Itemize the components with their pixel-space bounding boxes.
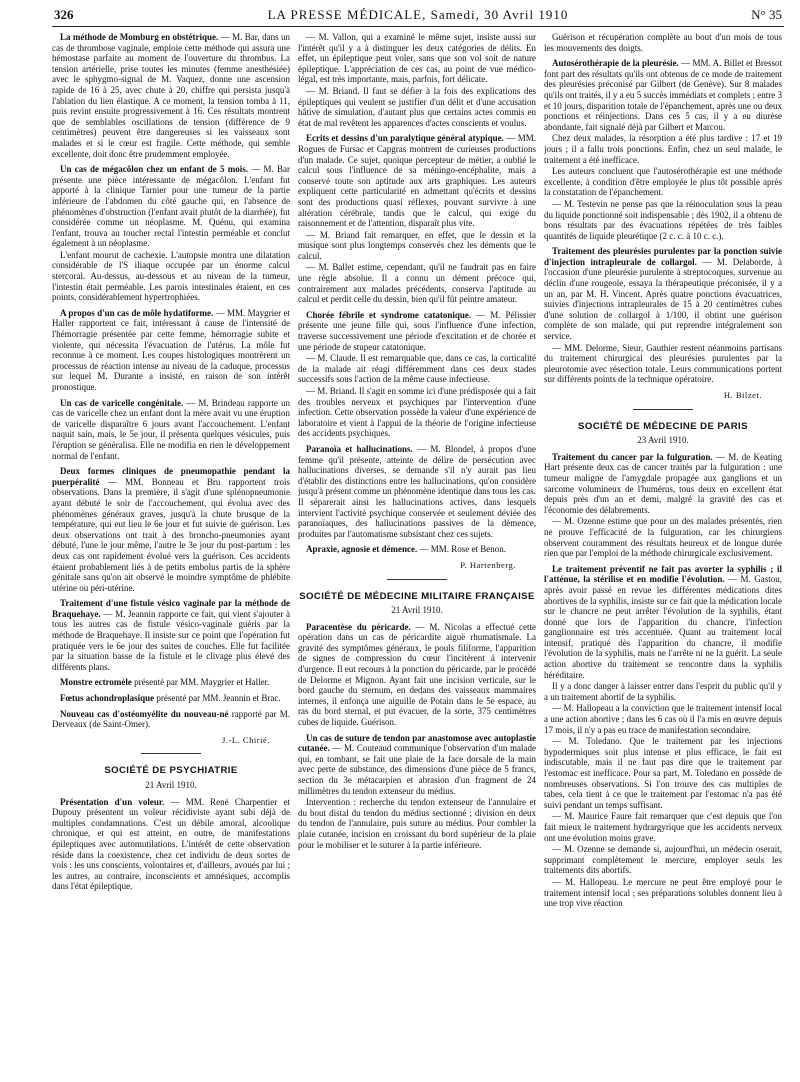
- article: [298, 310, 536, 439]
- article: [52, 308, 290, 393]
- signature: P. Hartenberg.: [460, 559, 516, 570]
- article: [298, 444, 536, 539]
- article-title: Traitement des pleurésies purulentes par la ponction suivie d'injection intrapleurale de collargol.: [544, 246, 782, 267]
- article-paragraph: — M. Toledano. Que le traitement par les injections hypodermiques soit plus intense et plus efficace, le fait est indiscutable, mais il ne faut pas dire que le traitement par l'estomac est inefficace. Pour sa part, M. Toledano en possède de nombreuses observations. Si l'on trouve des cas multiples de tabes, cela tient à ce que le traitement par l'estomac n'a pas été suivi pendant un temps suffisant.: [544, 736, 782, 810]
- divider: [633, 409, 693, 410]
- article-paragraph: — M. Hallopeau. Le mercure ne peut être employé pour le traitement intensif local ; ses préparations solubles donnent lieu à une trop vive réaction: [544, 876, 782, 909]
- article-body: présenté par MM. Jeannin et Brac.: [154, 693, 281, 704]
- article: [52, 598, 290, 672]
- article-body: — M. Jeannin rapporte ce fait, qui vient s'ajouter à tous les autres cas de fistule vésico-vaginale guéris par la méthode de Braquehaye. Il insiste sur ce point que l'opération fut pratiquée vers le 6e jour des suites de couches. Elle fut facilitée par la situation basse de la fistule et le clivage plus élevé des différents plans.: [52, 608, 290, 672]
- article-body: rapporté par M. Derveaux (de Saint-Omer).: [52, 708, 290, 730]
- text-columns: [52, 32, 784, 1072]
- article-paragraph: — M. Vallon, qui a examiné le même sujet, insiste aussi sur l'intérêt qu'il y a à distinguer les deux catégories de délits. En effet, un épileptique peut voler, sans que son vol soit de nature épileptique. L'appréciation de ces cas, au point de vue médico-légal, est très importante, mais, parfois, fort délicate.: [298, 32, 536, 85]
- article-title: Un cas de mégacôlon chez un enfant de 5 mois.: [60, 164, 248, 175]
- session-date: 21 Avril 1910.: [145, 780, 197, 790]
- article-body: — M. Delaborde, à l'occasion d'une pleurésie purulente à streptocoques, survenue au déclin d'une rougeole, essaya la thérapeutique préconisée, il y a un an, par M. H. Vincent. Après quatre ponctions évacuatrices, suivies d'injections intrapleurales de 15 à 20 centimètres cubes d'une solution de collargol à 1/100, il obtint une guérison complète de son malade, qui put reprendre intégralement son service.: [544, 256, 782, 342]
- article: [298, 133, 536, 305]
- issue-number: N° 35: [751, 7, 782, 22]
- article-body: — M. Pélissier présente une jeune fille qui, sous l'influence d'une infection, traverse successivement une période d'excitation et de chorée et une période de stupeur catatonique.: [298, 309, 536, 352]
- society-heading: SOCIÉTÉ DE PSYCHIATRIE: [104, 765, 238, 777]
- article-paragraph: Intervention : recherche du tendon extenseur de l'annulaire et du bout distal du tendon du médius sectionné ; division en deux du tendon de l'annulaire, puis suture au médius. Pour combler la plaie cutanée, incision en croissant du bord supérieur de la plaie pour le mobiliser et le suturer à la partie inférieure.: [298, 797, 536, 850]
- article: [52, 32, 290, 159]
- discussion: [298, 32, 536, 128]
- column-3: [544, 32, 782, 1072]
- article: [298, 733, 536, 851]
- article-paragraph: — M. Ozenne se demande si, aujourd'hui, un médecin oserait, supprimant complètement le mercure, employer seuls les traitements dits abortifs.: [544, 844, 782, 876]
- article-title: Fœtus achondroplasique: [60, 693, 155, 704]
- article-paragraph: — M. Claude. Il est remarquable que, dans ce cas, la corticalité de la malade ait réagi différemment dans ces deux stades successifs sous l'action de la même cause infectieuse.: [298, 353, 536, 385]
- article-body: — M. Brindeau rapporte un cas de varicelle chez un enfant dont la mère avait vu une éruption de varicelle disparaître 6 jours avant l'accouchement. L'enfant naquit sain, mais, le 5e jour, il présenta quelques vésicules, puis l'éruption se généralisa. Elle ne modifia en rien le développement normal de l'enfant.: [52, 397, 290, 461]
- article-paragraph: — M. Hallopeau a la conviction que le traitement intensif local a une action abortive ; dans les 6 cas où il l'a mis en œuvre depuis 17 mois, il n'y a pas eu trace de manifestation secondaire.: [544, 703, 782, 735]
- article-title: Paranoïa et hallucinations.: [306, 443, 413, 454]
- article: [52, 466, 290, 593]
- article-paragraph: Les auteurs concluent que l'autosérothérapie est une méthode excellente, à condition d'être employée le plus tôt possible après la constatation de l'épanchement.: [544, 166, 782, 198]
- article: [52, 693, 290, 704]
- article-title: Ecrits et dessins d'un paralytique général atypique.: [306, 133, 504, 144]
- article-paragraph: — M. Ozenne estime que pour un des malades présentés, rien ne prouve l'efficacité de la fulguration, car les chirurgiens observent couramment des résultats heureux et de longue durée rien que par l'emploi de la méthode chirurgicale exclusivement.: [544, 516, 782, 559]
- article-title: Autosérothérapie de la pleurésie.: [552, 58, 679, 69]
- signature: J.-L. Chirié.: [221, 734, 270, 745]
- article-paragraph: Il y a donc danger à laisser entrer dans l'esprit du public qu'il y a un traitement abortif de la syphilis.: [544, 681, 782, 702]
- article: [544, 452, 782, 559]
- article-title: Le traitement préventif ne fait pas avorter la syphilis ; il l'atténue, la stérilise et en modifie l'évolution.: [544, 563, 782, 585]
- article-body: — MM. Rogues de Fursac et Capgras montrent de curieuses productions d'un malade. Ce sujet, quoique percepteur de métier, a oublié le calcul sous l'influence de sa méningo-encéphalite, mais a conservé toute son aptitude aux arts graphiques. Les auteurs expliquent cette particularité en admettant qu'écrits et dessins sont des productions quasi réflexes, pouvant survivre à une altération cérébrale, tandis que le calcul, qui exige du raisonnement et de l'attention, disparaît plus vite.: [298, 133, 536, 229]
- article-title: Paracentèse du péricarde.: [306, 621, 411, 632]
- article-title: La méthode de Momburg en obstétrique.: [60, 32, 219, 42]
- article-body: — M. Couteaud communique l'observation d'un malade qui, en tombant, se fait une plaie de la face dorsale de la main avec perte de substance, des dimensions d'une pièce de 5 francs, section du 3e métacarpien et abrasion d'un fragment de 24 millimètres du tendon extenseur du médius.: [298, 743, 536, 796]
- society-heading: SOCIÉTÉ DE MÉDECINE DE PARIS: [578, 420, 748, 432]
- article-paragraph: — M. Briand fait remarquer, en effet, que le dessin et la musique sont plus longtemps conservés chez les déments que le calcul.: [298, 229, 536, 261]
- signature: H. Bilzet.: [723, 390, 762, 400]
- article-title: Traitement d'une fistule vésico vaginale par la méthode de Braquehaye.: [52, 598, 290, 619]
- divider: [387, 579, 447, 580]
- article-paragraph: Chez deux malades, la résorption a été plus tardive : 17 et 19 jours ; il a fallu trois ponctions. Enfin, chez un seul malade, le traitement a été inefficace.: [544, 133, 782, 165]
- article-body: — M. Gastou, après avoir passé en revue les différentes médications dites abortives de la syphilis, insiste sur ce fait que la médication locale sur le chancre ne peut arrêter l'évolution de la syphilis, étant donné que lors de l'apparition du chancre, l'infection ganglionnaire est très accentuée. Quant au traitement local intensif, pratiqué dès l'apparition du chancre, il modifie l'évolution de la syphilis, mais ne l'arrête ni ne la guérit. La seule action abortive du traitement se rencontre dans la syphilis héréditaire.: [544, 574, 782, 680]
- article-body: — M. de Keating Hart présente deux cas de cancer traités par la fulguration : une tumeur maligne de l'amygdale propagée aux ganglions et un sarcome volumineux de l'humérus, tous deux en excellent état depuis près d'un an et demi, malgré la gravité des cas et l'économie des délabrements.: [544, 451, 782, 515]
- article: [544, 246, 782, 385]
- article-title: Un cas de varicelle congénitale.: [60, 397, 184, 408]
- article: [52, 709, 290, 730]
- article-title: Chorée fébrile et syndrome catatonique.: [306, 309, 472, 320]
- article-paragraph: L'enfant mourut de cachexie. L'autopsie montra une dilatation considérable de l'S iliaque occupée par un énorme calcul stercoral. Au-dessus, au-dessous et au niveau de la tumeur, l'intestin était perméable. Les parois intestinales étaient, en ces points, considérablement hypertrophiées.: [52, 249, 290, 303]
- session-date: 21 Avril 1910.: [391, 605, 443, 616]
- page-number: 326: [54, 7, 74, 22]
- article-title: Nouveau cas d'ostéomyélite du nouveau-né: [60, 708, 229, 719]
- article: [52, 164, 290, 303]
- article-body: présenté par MM. Maygrier et Haller.: [131, 677, 270, 688]
- society-heading: SOCIÉTÉ DE MÉDECINE MILITAIRE FRANÇAISE: [299, 590, 535, 602]
- article-paragraph: — M. Briand. Il faut se défier à la fois des explications des épileptiques qui veulent se justifier d'un délit et d'une accusation hâtive de simulation, d'autant plus que certains actes commis en état de mal revêtent les apparences d'actes conscients et voulus.: [298, 85, 536, 128]
- article-paragraph: — M. Testevin ne pense pas que la réinoculation sous la peau du liquide ponctionné soit indispensable ; dès 1902, il a obtenu de bons résultats par des évacuations répétées de très faibles quantités de liquide pleurétique (2 c. c. à 10 c. c.).: [544, 198, 782, 241]
- session-date: 23 Avril 1910.: [637, 435, 689, 446]
- article-paragraph: Guérison et récupération complète au bout d'un mois de tous les mouvements des doigts.: [544, 32, 782, 53]
- article: [544, 58, 782, 241]
- article-paragraph: — M. Ballet estime, cependant, qu'il ne faudrait pas en faire une règle absolue. Il a connu un dément précoce qui, contrairement aux malades précédents, conserva l'aptitude au calcul et perdit celle du dessin, bien qu'il fût peintre amateur.: [298, 262, 536, 305]
- article-body: — M. Bar, dans un cas de thrombose vaginale, emploie cette méthode qui assura une hémostase parfaite au moment de l'ouverture du thrombus. La tension artérielle, prise toutes les minutes (femme anesthésiée) avec le sphygmo-signal de M. Vaquez, donne une ascension rapide de 16 à 25, avec chute à 20, chiffre qui persista jusqu'à l'ablation du lien élastique. A ce moment, la tension tomba à 11, puis revint ensuite progressivement à 16. Ces résultats montrent que de semblables oscillations de tension (différence de 9 centimètres) peuvent être dangereuses si les vaisseaux sont malades et si le cœur est fragile. Cette méthode, qui semble excellente, doit donc être prudemment employée.: [52, 32, 290, 159]
- article-paragraph: — M. Briand. Il s'agit en somme ici d'une prédisposée qui a fait des troubles nerveux et psychiques par l'intervention d'une infection. Cette observation possède la valeur d'une expérience de laboratoire et vient à l'appui de la théorie de l'origine infectieuse des accidents psychiques.: [298, 386, 536, 439]
- column-1: [52, 32, 290, 1072]
- article-body: — M. Bar présente une pièce intéressante de mégacôlon. L'enfant fut apporté à la clinique Tarnier pour une tumeur de la partie inférieure de l'abdomen du côté gauche qui, en l'absence de phénomènes d'obstruction (l'enfant avait plutôt de la diarrhée), fut considérée comme un néoplasme. M. Quénu, qui examina l'enfant, trouva au toucher rectal l'intestin perméable et conclut également à un néoplasme.: [52, 164, 290, 249]
- page-header: [52, 4, 784, 27]
- article-body: — MM. Bonneau et Bru rapportent trois observations. Dans la première, il s'agit d'une splénopneumonie ayant débuté le soir de l'accouchement, qui évolua avec des phénomènes généraux graves, jusqu'à la chute brusque de la température, qui eut lieu le 6e jour et fut suivie de guérison. Les deux observations ont trait à des broncho-pneumonies ayant débuté, l'une le jour même, l'autre le 3e jour du post-partum : les deux cas ont rapidement évolué vers la guérison. Ces accidents étaient probablement liés à de petits embolus partis de la sphère génitale sans qu'on ait observé le moindre symptôme de phlébite utérine ou péri-utérine.: [52, 476, 290, 593]
- article-title: Monstre ectromèle: [60, 677, 132, 688]
- article-paragraph: — M. Maurice Faure fait remarquer que c'est depuis que l'on fait mieux le traitement hydrargyrique que les accidents nerveux ont une évolution moins grave.: [544, 811, 782, 843]
- divider: [141, 753, 201, 754]
- article: [298, 622, 536, 728]
- article-body: — M. Blondel, à propos d'une femme qu'il présente, atteinte de délire de persécution avec hallucinations diverses, se demande s'il n'y aurait pas lieu d'établir des distinctions entre les hallucinations, qu'on considère jusqu'à présent comme un phénomène identique dans tous les cas. Il séparerait ainsi les hallucinations actives, dans lesquels intervient l'activité psychique conservée et seulement déviée des paranoïaques, des hallucinations passives de la démence, produites par l'automatisme subsistant chez ces sujets.: [298, 443, 536, 539]
- column-2: [298, 32, 536, 1072]
- article-title: Un cas de suture de tendon par anastomose avec autoplastie cutanée.: [298, 732, 536, 754]
- article: [52, 677, 290, 688]
- article-paragraph: — MM. Delorme, Sieur, Gauthier restent néanmoins partisans du traitement chirurgical des pleurésies purulentes par la pleurotomie avec résection totale. Leurs communications portent sur différents points de la technique opératoire.: [544, 342, 782, 385]
- article-body: — MM. A. Billet et Bressot font part des résultats qu'ils ont obtenus de ce mode de traitement des pleurésies préconisé par Gilbert (de Genève). Sur 8 malades qu'ils ont traités, il y a eu 5 succès immédiats et complets ; entre 3 et 10 jours, disparition totale de l'épanchement, après une ou deux ponctions et réinjections. Dans ces 5 cas, il y a eu diurèse abondante, fait signalé déjà par Gilbert et Marcou.: [544, 58, 782, 132]
- article-title: A propos d'un cas de môle hydatiforme.: [60, 307, 214, 318]
- article: [298, 544, 536, 555]
- article-title: Apraxie, agnosie et démence.: [306, 544, 418, 555]
- article: [52, 797, 290, 892]
- article: [544, 564, 782, 909]
- article-title: Présentation d'un voleur.: [60, 796, 165, 807]
- article-body: — M. Nicolas a effectué cette opération dans un cas de péricardite aiguë rhumatismale. La gravité des symptômes généraux, le pouls filiforme, l'apparition de signes de compression du cœur l'incitèrent à intervenir d'urgence. Il eut recours à la ponction du péricarde, par le procédé de Delorme et Mignon. Ayant fait une incision verticale, sur le bord gauche du sternum, en dedans des vaisseaux mammaires internes, il enfonça une aiguille de Potain dans le 5e espace, au ras du bord sternal, et put évacuer, de la sorte, 375 centimètres cubes de liquide. Guérison.: [298, 621, 536, 728]
- publication-title: LA PRESSE MÉDICALE, Samedi, 30 Avril 1910: [267, 7, 569, 22]
- discussion: [544, 32, 782, 53]
- article-title: Deux formes cliniques de pneumopathie pendant la puerpéralité: [52, 466, 290, 487]
- article: [52, 398, 290, 462]
- article-title: Traitement du cancer par la fulguration.: [552, 451, 713, 462]
- article-body: — MM. Maygrier et Haller rapportent ce fait, intéressant à cause de l'intensité de l'hémorragie présentée par cette femme, hémorragie subite et violente, qui nécessita l'évacuation de l'utérus. La môle fut reconnue à ce moment. Les coupes histologiques montrèrent un processus de réaction intense au niveau de la caduque, processus sur lequel M. Durante a insisté, en raison de son intérêt pronostique.: [52, 307, 290, 392]
- article-body: — MM. René Charpentier et Dupouy présentent un voleur récidiviste ayant subi déjà de multiples condamnations. C'est un débile amoral, alcoolique chronique, et qui est atteint, en outre, de manifestations épileptiques avec automutilations. L'intérêt de cette observation réside dans la coexistence, chez cet individu de deux sortes de vols : les uns conscients, volontaires et, d'ailleurs, avoués par lui ; les autres, au contraire, inconscients et amnésiques, accomplis dans l'état épileptique.: [52, 796, 290, 892]
- article-body: — MM. Rose et Benon.: [417, 544, 506, 555]
